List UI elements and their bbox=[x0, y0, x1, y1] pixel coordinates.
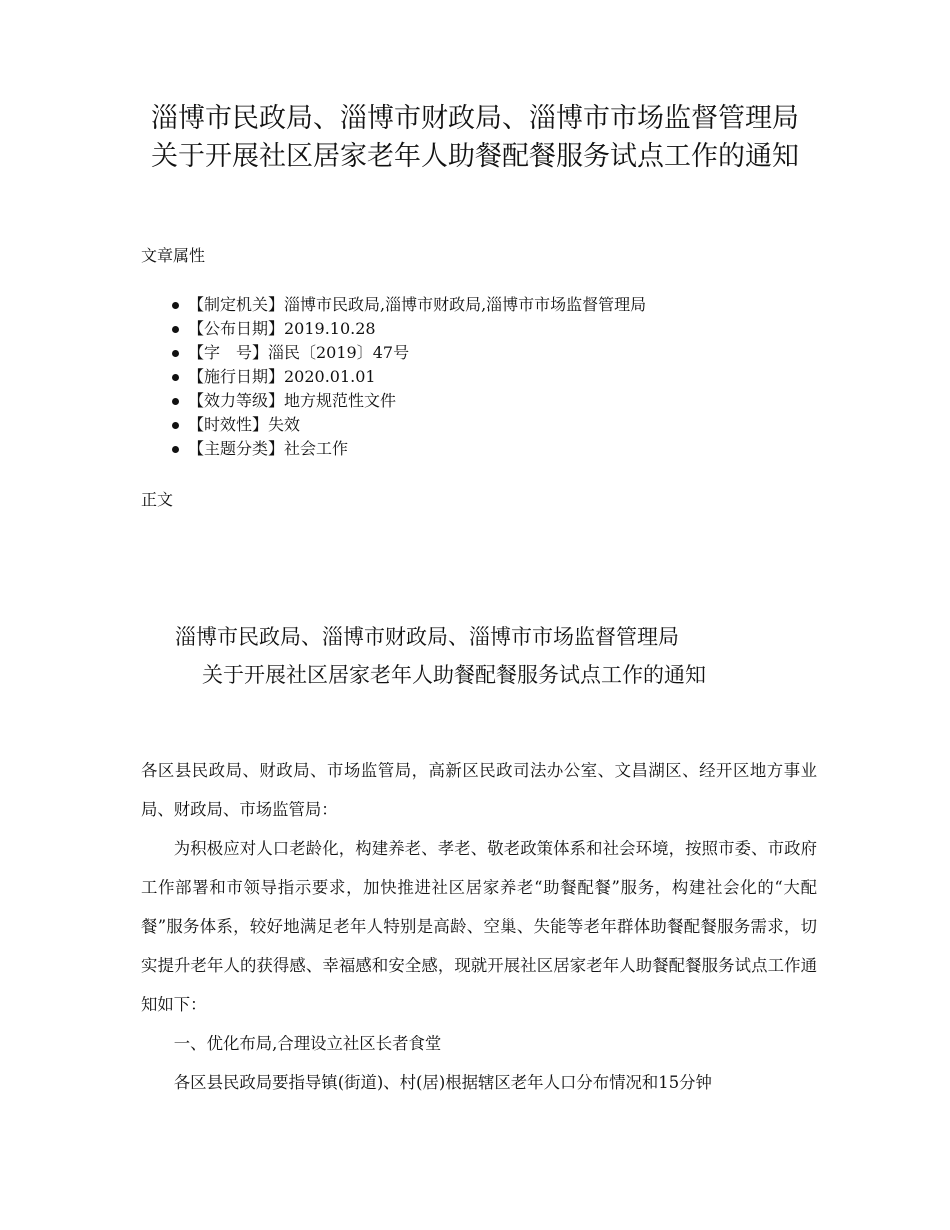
attribute-item bbox=[170, 365, 646, 389]
addressee-paragraph: 各区县民政局、财政局、市场监管局，高新区民政司法办公室、文昌湖区、经开区地方事业局、财政局、市场监管局： bbox=[141, 761, 817, 819]
notice-title-line-1: 淄博市民政局、淄博市财政局、淄博市市场监督管理局 bbox=[175, 625, 679, 649]
attributes-list bbox=[170, 293, 646, 461]
bullet-icon bbox=[172, 302, 179, 309]
attribute-text: 【字 号】淄民〔2019〕47号 bbox=[188, 343, 410, 362]
attribute-text: 【效力等级】地方规范性文件 bbox=[188, 391, 397, 410]
bullet-icon bbox=[172, 326, 179, 333]
bullet-icon bbox=[172, 374, 179, 381]
bullet-icon bbox=[172, 398, 179, 405]
body-paragraph: 各区县民政局要指导镇(街道)、村(居)根据辖区老年人口分布情况和15分钟 bbox=[173, 1073, 712, 1092]
attribute-item bbox=[170, 293, 646, 317]
body-label: 正文 bbox=[141, 490, 174, 509]
section-heading: 一、优化布局,合理设立社区长者食堂 bbox=[173, 1034, 442, 1053]
document-title: 淄博市民政局、淄博市财政局、淄博市市场监督管理局关于开展社区居家老年人助餐配餐服务试点工作的通知 bbox=[151, 103, 799, 172]
bullet-icon bbox=[172, 350, 179, 357]
notice-title bbox=[141, 618, 811, 694]
attribute-text: 【施行日期】2020.01.01 bbox=[188, 367, 376, 386]
bullet-icon bbox=[172, 446, 179, 453]
attribute-item bbox=[170, 341, 646, 365]
attribute-item bbox=[170, 413, 646, 437]
notice-body bbox=[141, 751, 817, 1102]
attribute-text: 【制定机关】淄博市民政局,淄博市财政局,淄博市市场监督管理局 bbox=[188, 295, 647, 314]
notice-title-line-2: 关于开展社区居家老年人助餐配餐服务试点工作的通知 bbox=[202, 663, 706, 687]
attribute-item bbox=[170, 389, 646, 413]
attribute-text: 【主题分类】社会工作 bbox=[188, 439, 349, 458]
bullet-icon bbox=[172, 422, 179, 429]
attribute-item bbox=[170, 437, 646, 461]
attributes-label: 文章属性 bbox=[141, 246, 206, 265]
body-paragraph: 为积极应对人口老龄化，构建养老、孝老、敬老政策体系和社会环境，按照市委、市政府工作部署和市领导指示要求，加快推进社区居家养老“助餐配餐”服务，构建社会化的“大配餐”服务体系，较好地满足老年人特别是高龄、空巢、失能等老年群体助餐配餐服务需求，切实提升老年人的获得感、幸福感和安全感，现就开展社区居家老年人助餐配餐服务试点工作通知如下： bbox=[141, 839, 817, 1014]
attribute-text: 【时效性】失效 bbox=[188, 415, 301, 434]
attribute-text: 【公布日期】2019.10.28 bbox=[188, 319, 376, 338]
attribute-item bbox=[170, 317, 646, 341]
